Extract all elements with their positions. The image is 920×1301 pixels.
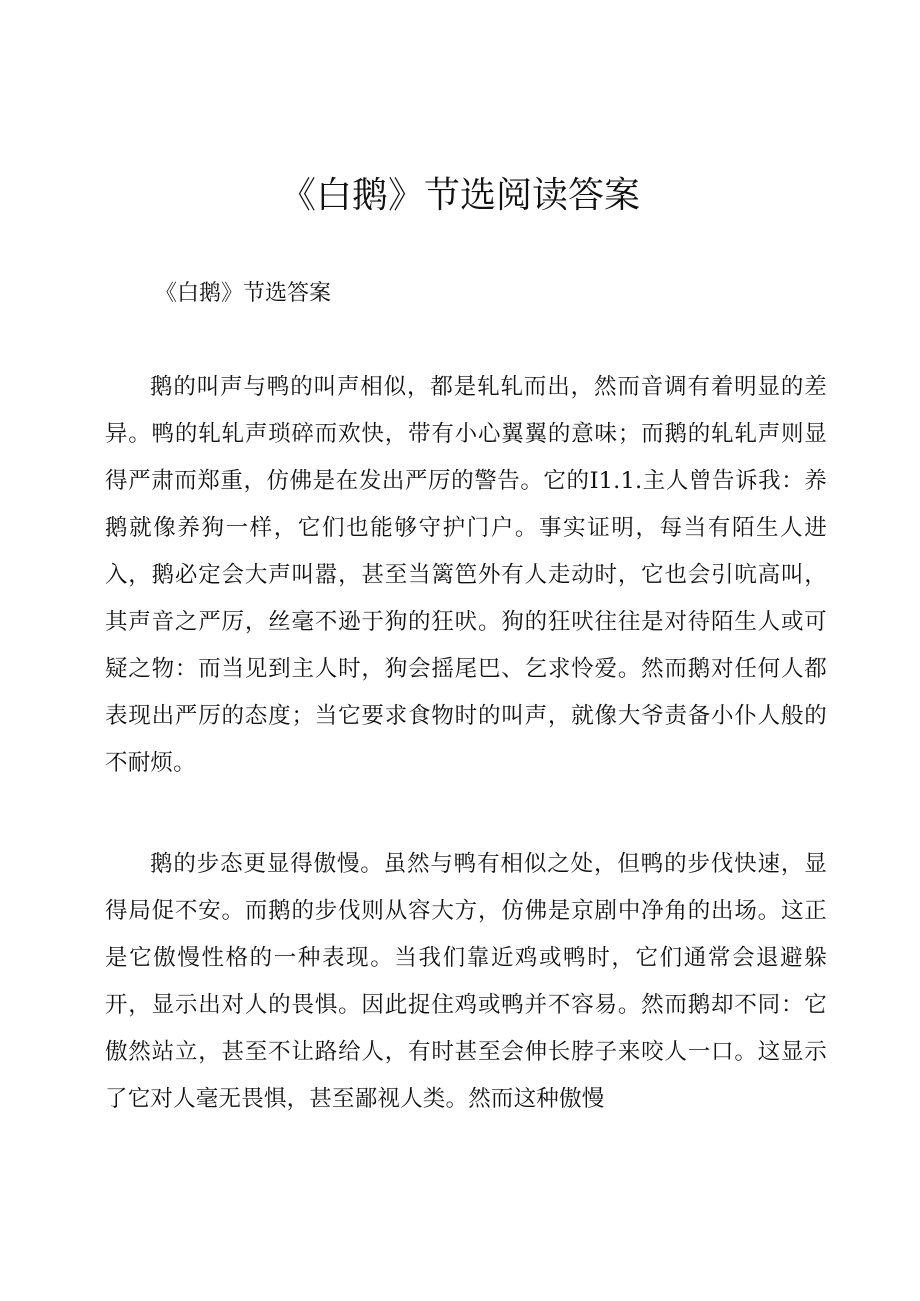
document-title: 《白鹅》节选阅读答案 [279, 175, 640, 216]
paragraph-1: 鹅的叫声与鸭的叫声相似，都是轧轧而出，然而音调有着明显的差异。鸭的轧轧声琐碎而欢快，带有小心翼翼的意味；而鹅的轧轧声则显得严肃而郑重，仿佛是在发出严厉的警告。它的I1.1.主人曾告诉我：养鹅就像养狗一样，它们也能够守护门户。事实证明，每当有陌生人进入，鹅必定会大声叫嚣，甚至当篱笆外有人走动时，它也会引吭高叫，其声音之严厉，丝毫不逊于狗的狂吠。狗的狂吠往往是对待陌生人或可疑之物：而当见到主人时，狗会摇尾巴、乞求怜爱。然而鹅对任何人都表现出严厉的态度；当它要求食物时的叫声，就像大爷责备小仆人般的不耐烦。 [105, 374, 827, 776]
paragraph-2: 鹅的步态更显得傲慢。虽然与鸭有相似之处，但鸭的步伐快速，显得局促不安。而鹅的步伐则从容大方，仿佛是京剧中净角的出场。这正是它傲慢性格的一种表现。当我们靠近鸡或鸭时，它们通常会退避躲开，显示出对人的畏惧。因此捉住鸡或鸭并不容易。然而鹅却不同：它傲然站立，甚至不让路给人，有时甚至会伸长脖子来咬人一口。这显示了它对人毫无畏惧，甚至鄙视人类。然而这种傲慢 [105, 851, 827, 1112]
document-subtitle: 《白鹅》节选答案 [155, 281, 332, 306]
